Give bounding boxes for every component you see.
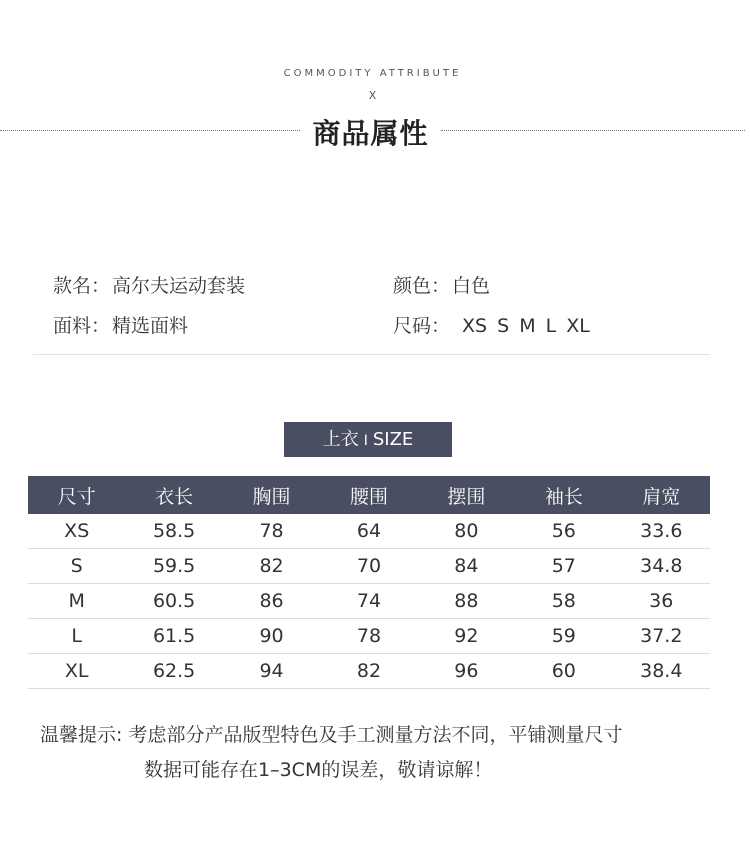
table-cell: 33.6: [613, 514, 710, 549]
table-cell: 80: [418, 514, 515, 549]
table-cell: 64: [320, 514, 417, 549]
size-banner-en: SIZE: [372, 429, 414, 450]
table-cell: 58.5: [125, 514, 222, 549]
table-row: [28, 654, 710, 689]
attr-fabric-value: 精选面料: [112, 315, 189, 337]
table-cell: 90: [223, 619, 320, 654]
col-header-size: 尺寸: [28, 476, 125, 514]
table-cell: 78: [223, 514, 320, 549]
table-cell: 96: [418, 654, 515, 689]
attr-fabric-label: 面料：: [53, 315, 111, 337]
col-header-chest: 胸围: [223, 476, 320, 514]
col-header-length: 衣长: [125, 476, 222, 514]
page-title: 商品属性: [312, 117, 429, 150]
size-banner-cn: 上衣: [322, 429, 359, 450]
col-header-hem: 摆围: [418, 476, 515, 514]
table-cell: M: [28, 584, 125, 619]
table-cell: 36: [613, 584, 710, 619]
table-cell: 60.5: [125, 584, 222, 619]
table-cell: 94: [223, 654, 320, 689]
attr-color-label: 颜色：: [393, 275, 451, 297]
table-cell: 38.4: [613, 654, 710, 689]
table-cell: 60: [515, 654, 612, 689]
attr-style-label: 款名：: [53, 275, 111, 297]
table-cell: 34.8: [613, 549, 710, 584]
table-cell: 86: [223, 584, 320, 619]
size-banner: [284, 422, 452, 457]
table-cell: 58: [515, 584, 612, 619]
table-cell: 59.5: [125, 549, 222, 584]
table-cell: 92: [418, 619, 515, 654]
table-cell: S: [28, 549, 125, 584]
table-row: [28, 514, 710, 549]
x-mark: X: [368, 89, 377, 102]
table-cell: 56: [515, 514, 612, 549]
attr-color-value: 白色: [452, 275, 491, 297]
table-cell: 62.5: [125, 654, 222, 689]
section-divider: [33, 354, 710, 355]
table-cell: 61.5: [125, 619, 222, 654]
dotted-divider-right: [441, 130, 745, 131]
attr-fabric: [53, 311, 188, 338]
attr-size-value: XS S M L XL: [462, 315, 590, 337]
col-header-sleeve: 袖长: [515, 476, 612, 514]
col-header-shoulder: 肩宽: [613, 476, 710, 514]
size-table-header-row: [28, 476, 710, 514]
table-cell: 88: [418, 584, 515, 619]
notice-line-2: 数据可能存在1–3CM的误差，敬请谅解！: [144, 759, 493, 781]
attr-style: [53, 271, 245, 298]
dotted-divider-left: [0, 130, 300, 131]
table-row: [28, 619, 710, 654]
table-cell: 37.2: [613, 619, 710, 654]
size-table: [28, 476, 710, 689]
table-cell: XL: [28, 654, 125, 689]
attr-size-label: 尺码：: [393, 315, 451, 337]
attr-color: [393, 271, 490, 298]
size-banner-separator: I: [363, 433, 368, 449]
notice-line-1: 温馨提示: 考虑部分产品版型特色及手工测量方法不同，平铺测量尺寸: [40, 724, 623, 746]
table-cell: 82: [320, 654, 417, 689]
table-cell: 82: [223, 549, 320, 584]
attr-size: [393, 311, 590, 338]
section-subtitle: COMMODITY ATTRIBUTE: [283, 68, 462, 79]
attr-style-value: 高尔夫运动套装: [112, 275, 246, 297]
table-cell: 57: [515, 549, 612, 584]
table-cell: 70: [320, 549, 417, 584]
table-cell: 74: [320, 584, 417, 619]
table-cell: 59: [515, 619, 612, 654]
table-cell: XS: [28, 514, 125, 549]
table-cell: L: [28, 619, 125, 654]
table-cell: 84: [418, 549, 515, 584]
col-header-waist: 腰围: [320, 476, 417, 514]
table-row: [28, 584, 710, 619]
table-cell: 78: [320, 619, 417, 654]
table-row: [28, 549, 710, 584]
